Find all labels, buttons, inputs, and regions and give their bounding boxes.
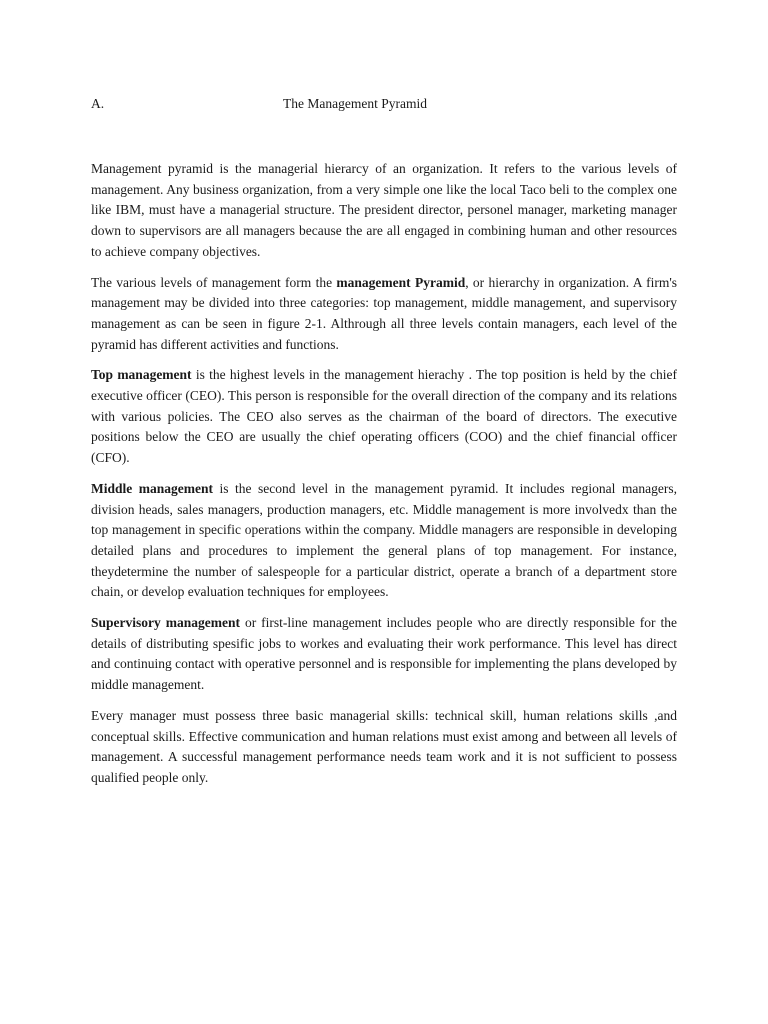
section-letter: A. xyxy=(91,96,105,111)
paragraph-text-after: is the second level in the management pyramid. It includes regional managers, division heads, sales managers, production managers, etc. Middle management is more involvedx than the top management in specific operations within the company. Middle managers are responsible in developing detailed plans and procedures to implement the general plans of top management. For instance, theydetermine the number of salespeople for a particular district, operate a branch of a department store chain, or develop evaluation techniques for employees. xyxy=(91,480,677,600)
paragraph-middle-management xyxy=(91,479,677,603)
body-text xyxy=(91,159,677,799)
paragraph-supervisory-management xyxy=(91,613,677,696)
paragraph-levels xyxy=(91,273,677,356)
paragraph-text: Management pyramid is the managerial hierarcy of an organization. It refers to the various levels of management. Any business organization, from a very simple one like the local Taco beli to the complex one like IBM, must have a managerial structure. The president director, personel manager, marketing manager down to supervisors are all managers because the are all engaged in combining human and other resources to achieve company objectives. xyxy=(91,161,677,259)
term-supervisory-management: Supervisory management xyxy=(91,615,240,631)
term-management-pyramid: management Pyramid xyxy=(336,274,466,290)
paragraph-text-after: , or hierarchy in organization. A firm's management may be divided into three categories: top management, middle management, and supervisory management as can be seen in figure 2-1. Althrough all three levels contain managers, each level of the pyramid has different activities and functions. xyxy=(91,274,678,352)
section-heading xyxy=(91,94,677,114)
paragraph-top-management xyxy=(91,365,677,469)
paragraph-text-after: is the highest levels in the management hierachy . The top position is held by the chief executive officer (CEO). This person is responsible for the overall direction of the company and its relations with various policies. The CEO also serves as the chairman of the board of directors. The executive positions below the CEO are usually the chief operating officers (COO) and the chief financial officer (CFO). xyxy=(91,367,678,466)
term-middle-management: Middle management xyxy=(91,480,213,496)
paragraph-text: Every manager must possess three basic managerial skills: technical skill, human relations skills ,and conceptual skills. Effective communication and human relations must exist among and between all levels of management. A successful management performance needs team work and it is not sufficient to possess qualified people only. xyxy=(91,707,677,785)
paragraph-skills xyxy=(91,706,677,789)
paragraph-intro xyxy=(91,159,677,263)
paragraph-text-after: or first-line management includes people who are directly responsible for the details of distributing spesific jobs to workes and evaluating their work performance. This level has direct and continuing contact with operative personnel and is responsible for implementing the plans developed by middle management. xyxy=(91,615,677,693)
paragraph-text-before: The various levels of management form the xyxy=(91,274,337,290)
term-top-management: Top management xyxy=(91,367,192,383)
section-title: The Management Pyramid xyxy=(283,96,427,111)
